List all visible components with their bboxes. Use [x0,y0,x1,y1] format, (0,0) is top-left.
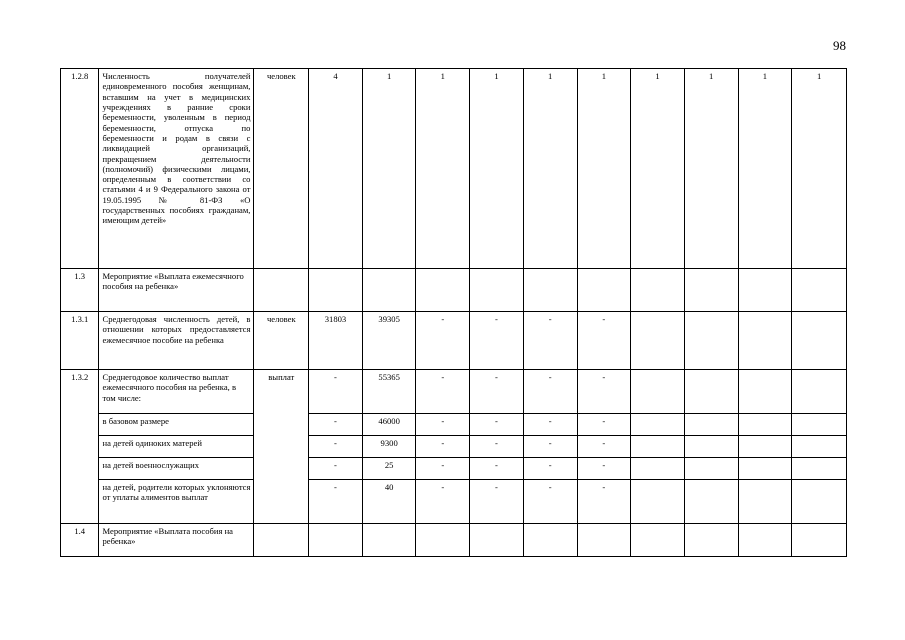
cell-value: 46000 [362,414,416,436]
cell-value: - [309,370,363,414]
subrow-description: на детей военнослужащих [99,458,254,480]
row-unit: человек [254,312,309,370]
cell-value: - [577,458,631,480]
cell-value: 1 [470,69,524,269]
row-unit: человек [254,69,309,269]
cell-value: - [523,436,577,458]
cell-value: - [416,370,470,414]
row-description: Численность получателей единовременного пособия женщинам, вставшим на учет в медицинских учреждениях в ранние сроки беременности, уволенным в период беременности, отпуска по беременности и родам в связи с ликвидацией организаций, прекращением деятельности (полномочий) физическими лицами, определенным в соответствии со статьями 4 и 9 Федерального закона от 19.05.1995 № 81-ФЗ «О государственных пособиях гражданам, имеющим детей» [99,69,254,269]
row-number: 1.3 [61,269,99,312]
cell-value: - [309,480,363,524]
cell-value: 9300 [362,436,416,458]
row-description: Среднегодовое количество выплат ежемесячного пособия на ребенка, в том числе: [99,370,254,414]
cell-value: 55365 [362,370,416,414]
table-row [61,312,847,370]
table-row [61,436,847,458]
cell-value: 1 [523,69,577,269]
row-number: 1.3.1 [61,312,99,370]
cell-value: - [470,436,524,458]
cell-value: - [577,436,631,458]
row-description: Мероприятие «Выплата ежемесячного пособия на ребенка» [99,269,254,312]
cell-value: 31803 [309,312,363,370]
cell-value: 1 [631,69,685,269]
table-row [61,269,847,312]
page-number: 98 [833,38,846,53]
cell-value: - [309,414,363,436]
cell-value: 25 [362,458,416,480]
row-description: Мероприятие «Выплата пособия на ребенка» [99,524,254,557]
cell-value: - [523,370,577,414]
cell-value: - [416,480,470,524]
subrow-description: на детей, родители которых уклоняются от уплаты алиментов выплат [99,480,254,524]
cell-value: 39305 [362,312,416,370]
cell-value: - [523,480,577,524]
row-number: 1.2.8 [61,69,99,269]
cell-value: 1 [362,69,416,269]
cell-value: - [470,370,524,414]
cell-value: - [470,312,524,370]
cell-value: - [577,312,631,370]
table-row [61,414,847,436]
cell-value: 1 [738,69,792,269]
cell-value: - [416,312,470,370]
table-row [61,480,847,524]
cell-value: - [523,312,577,370]
cell-value: 1 [792,69,847,269]
cell-value: - [523,414,577,436]
cell-value: 4 [309,69,363,269]
cell-value: - [577,480,631,524]
row-description: Среднегодовая численность детей, в отношении которых предоставляется ежемесячное пособие на ребенка [99,312,254,370]
cell-value: 1 [416,69,470,269]
row-number: 1.4 [61,524,99,557]
cell-value: - [416,414,470,436]
table-row [61,370,847,414]
table-row [61,69,847,269]
cell-value: - [416,458,470,480]
subrow-description: на детей одиноких матерей [99,436,254,458]
cell-value: - [309,436,363,458]
cell-value: - [416,436,470,458]
cell-value: - [577,370,631,414]
cell-value: - [309,458,363,480]
subrow-description: в базовом размере [99,414,254,436]
cell-value: 1 [577,69,631,269]
indicators-table [60,68,847,557]
cell-value: - [470,414,524,436]
row-number: 1.3.2 [61,370,99,524]
cell-value: 1 [684,69,738,269]
cell-value: - [523,458,577,480]
cell-value: 40 [362,480,416,524]
cell-value: - [577,414,631,436]
table-row [61,524,847,557]
cell-value: - [470,480,524,524]
table-row [61,458,847,480]
row-unit: выплат [254,370,309,524]
cell-value: - [470,458,524,480]
